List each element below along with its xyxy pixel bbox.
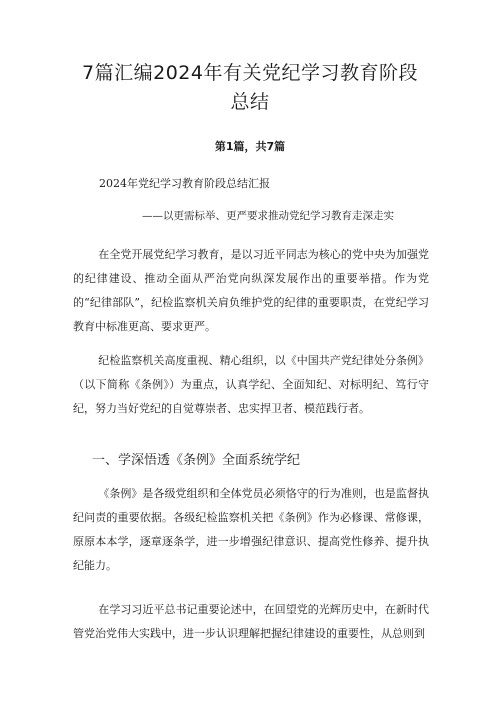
part-label: 第1篇，共7篇 (214, 140, 286, 153)
section-paragraph: 在学习习近平总书记重要论述中，在回望党的光辉历史中，在新时代管党治党伟大实践中，进一步认识理解把握纪律建设的重要性，从总则到 (73, 603, 429, 640)
report-title: 2024年党纪学习教育阶段总结汇报 (99, 177, 270, 190)
report-subtitle: ——以更需标举、更严要求推动党纪学习教育走深走实 (142, 210, 394, 222)
body-paragraph: 纪检监察机关高度重视、精心组织，以《中国共产党纪律处分条例》（以下简称《条例》）为重点，认真学纪、全面知纪、对标明纪、笃行守纪，努力当好党纪的自觉尊崇者、忠实捍卫者、模范践行者。 (73, 354, 429, 415)
body-paragraph: 在全党开展党纪学习教育，是以习近平同志为核心的党中央为加强党的纪律建设、推动全面从严治党向纵深发展作出的重要举措。作为党的“纪律部队”，纪检监察机关肩负维护党的纪律的重要职责，在党纪学习教育中标准更高、要求更严。 (73, 248, 429, 333)
section-paragraph: 《条例》是各级党组织和全体党员必须恪守的行为准则，也是监督执纪问责的重要依据。各级纪检监察机关把《条例》作为必修课、常修课，原原本本学，逐章逐条学，进一步增强纪律意识、提高党性修养、提升执纪能力。 (73, 487, 429, 572)
section-heading: 一、学深悟透《条例》全面系统学纪 (92, 453, 301, 468)
document-title: 7篇汇编2024年有关党纪学习教育阶段总结 (82, 62, 418, 113)
